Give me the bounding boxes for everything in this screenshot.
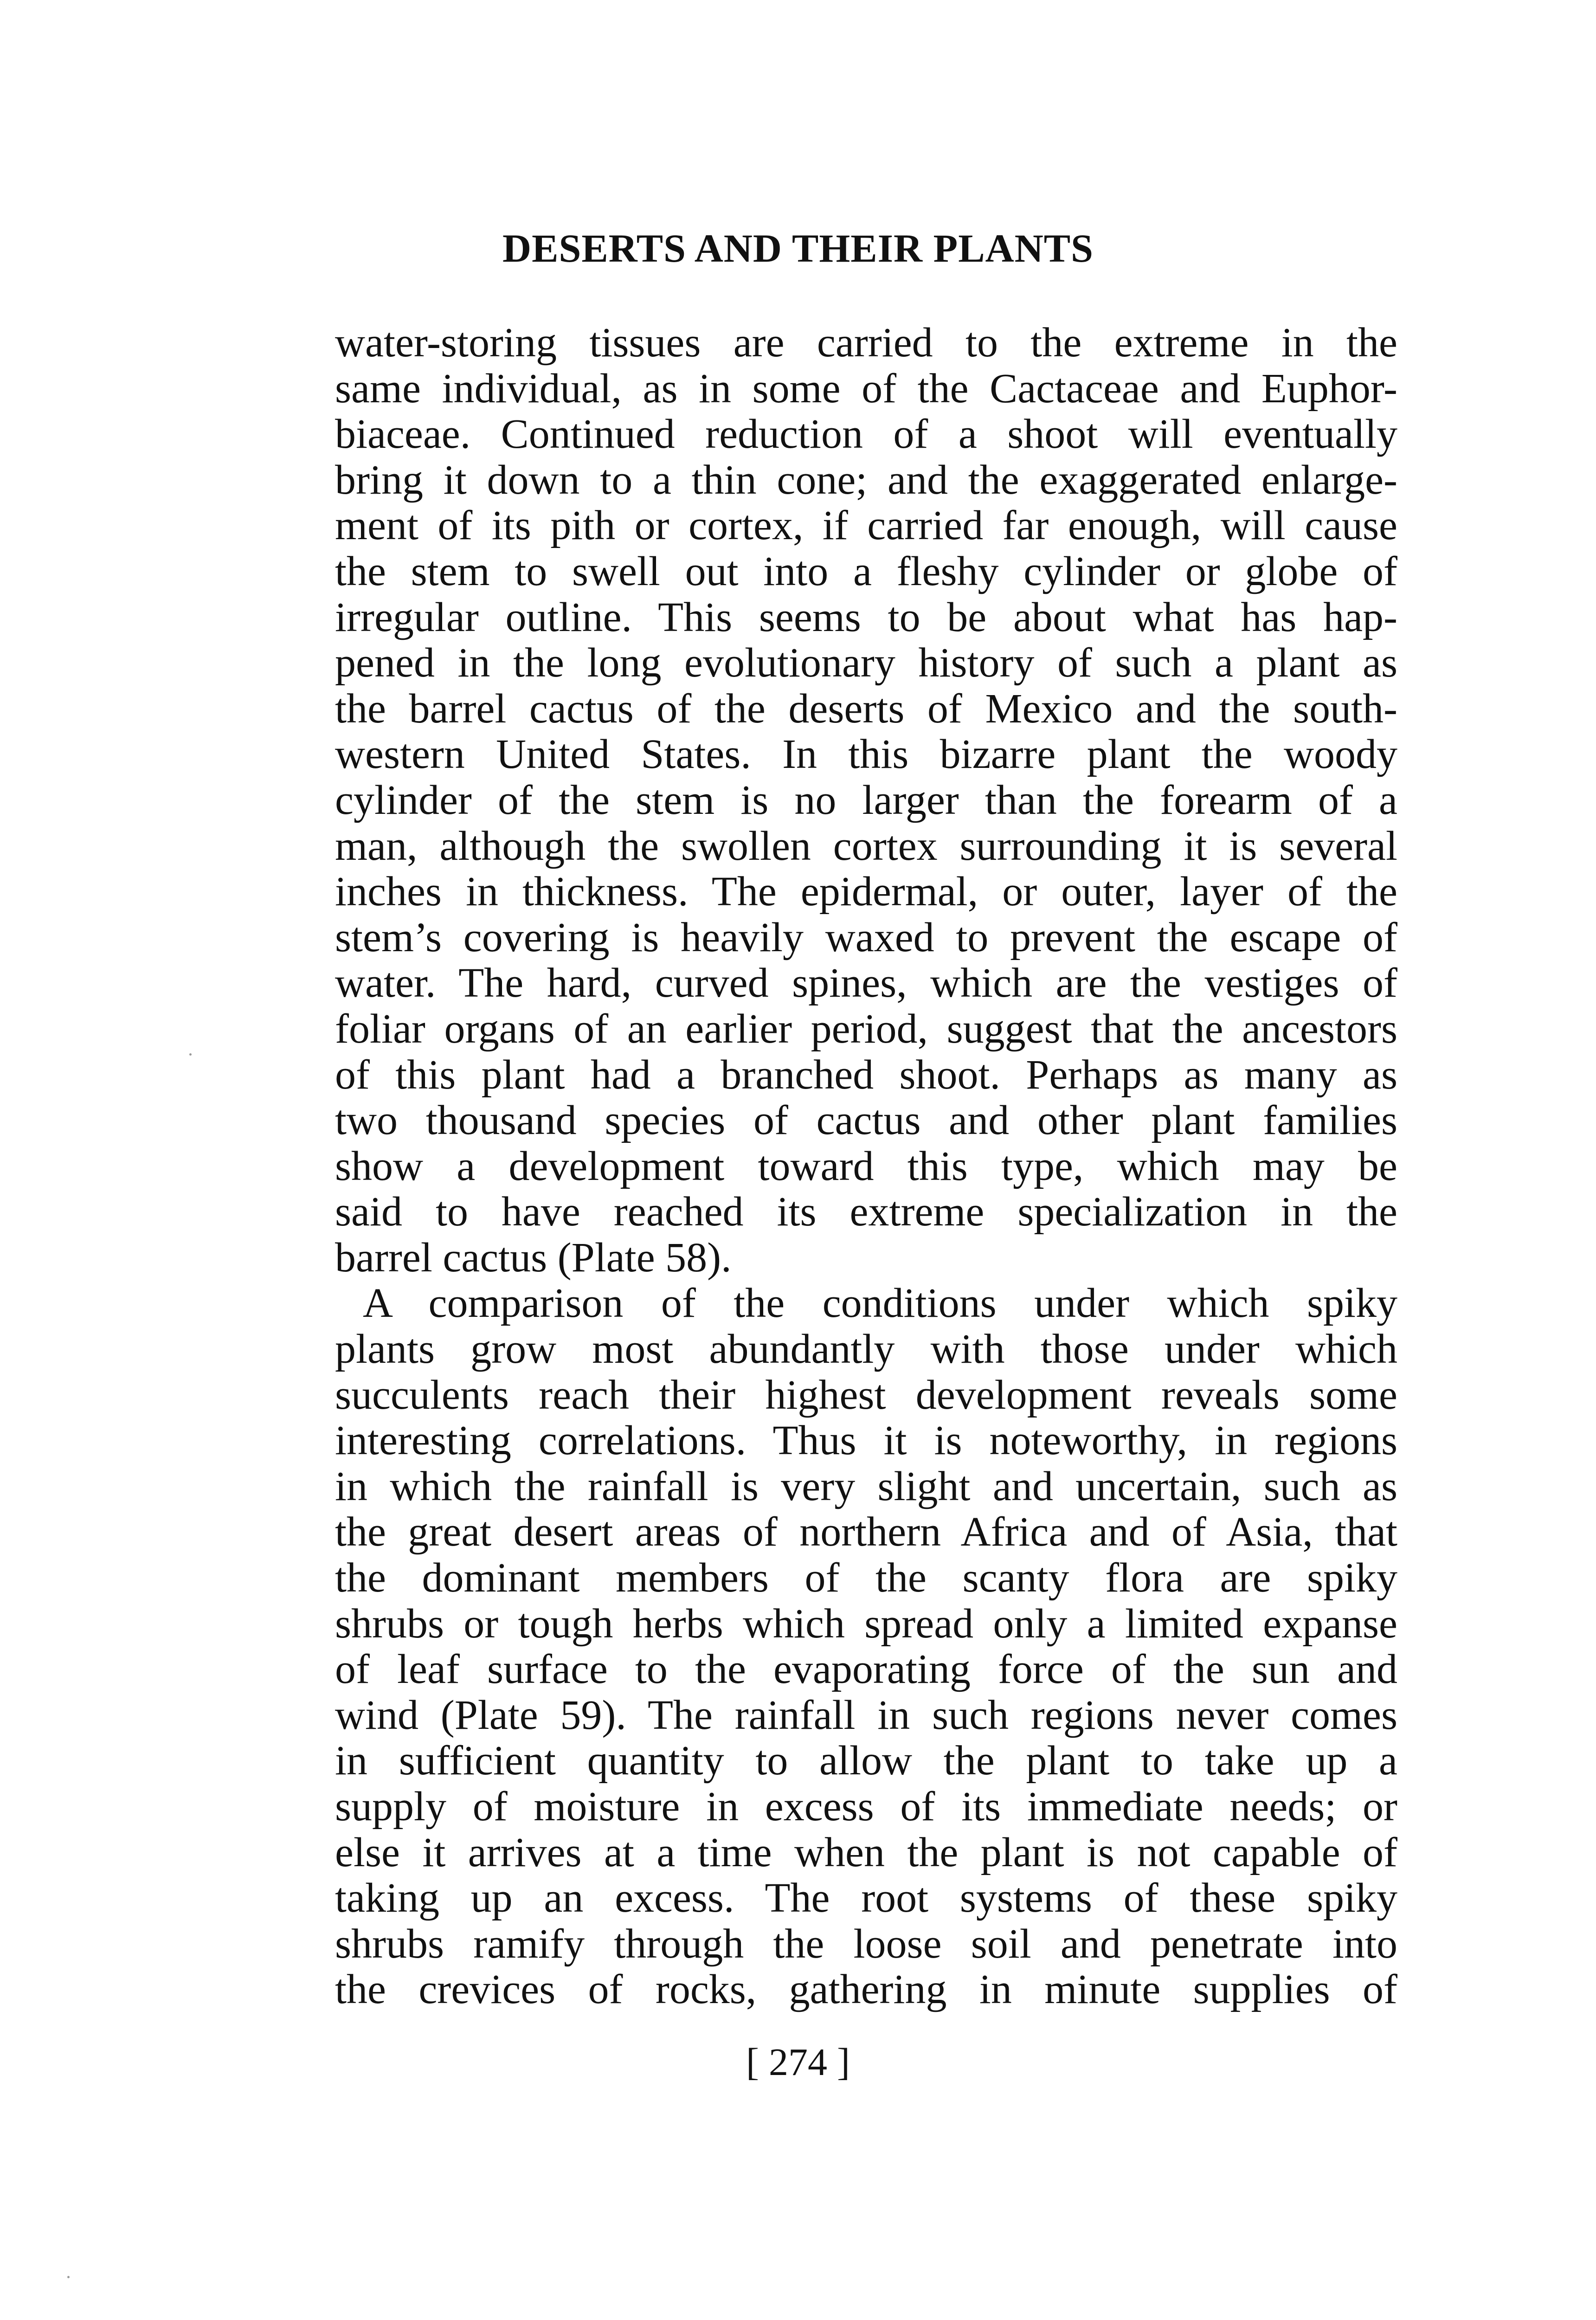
text-line: stem’s covering is heavily waxed to prevent the escape of: [335, 914, 1397, 960]
text-line: biaceae. Continued reduction of a shoot will eventually: [335, 411, 1397, 458]
text-line: the dominant members of the scanty flora are spiky: [335, 1555, 1397, 1601]
text-line: supply of moisture in excess of its immediate needs; or: [335, 1784, 1397, 1830]
scan-speck: [189, 1053, 192, 1056]
page-number: [ 274 ]: [746, 2041, 850, 2084]
text-line: the crevices of rocks, gathering in minute supplies of: [335, 1966, 1397, 2013]
running-head: DESERTS AND THEIR PLANTS: [502, 226, 1094, 271]
text-line: the barrel cactus of the deserts of Mexico and the south-: [335, 685, 1397, 732]
text-line: foliar organs of an earlier period, suggest that the ancestors: [335, 1005, 1397, 1052]
text-line: taking up an excess. The root systems of these spiky: [335, 1875, 1397, 1921]
text-line: show a development toward this type, which may be: [335, 1143, 1397, 1189]
text-line: plants grow most abundantly with those under which: [335, 1326, 1397, 1373]
text-line: the stem to swell out into a fleshy cylinder or globe of: [335, 548, 1397, 594]
text-line: two thousand species of cactus and other plant families: [335, 1097, 1397, 1144]
text-line: interesting correlations. Thus it is noteworthy, in regions: [335, 1418, 1397, 1464]
text-line: in which the rainfall is very slight and uncertain, such as: [335, 1463, 1397, 1509]
scan-speck: [67, 2276, 70, 2278]
text-line: ment of its pith or cortex, if carried far enough, will cause: [335, 503, 1397, 549]
text-line: of leaf surface to the evaporating force of the sun and: [335, 1646, 1397, 1693]
text-line: same individual, as in some of the Cactaceae and Euphor-: [335, 365, 1397, 412]
paragraph-start-line: A comparison of the conditions under which spiky: [363, 1280, 1397, 1327]
text-line: western United States. In this bizarre plant the woody: [335, 731, 1397, 778]
text-line: said to have reached its extreme specialization in the: [335, 1189, 1397, 1235]
text-line: pened in the long evolutionary history of such a plant as: [335, 640, 1397, 686]
text-line: bring it down to a thin cone; and the exaggerated enlarge-: [335, 457, 1397, 503]
text-line: of this plant had a branched shoot. Perhaps as many as: [335, 1051, 1397, 1098]
text-line: man, although the swollen cortex surrounding it is several: [335, 823, 1397, 869]
text-line: succulents reach their highest development reveals some: [335, 1372, 1397, 1418]
paragraph-end-line: barrel cactus (Plate 58).: [335, 1234, 732, 1281]
body-text: [335, 320, 1397, 2013]
text-line: wind (Plate 59). The rainfall in such regions never comes: [335, 1692, 1397, 1738]
text-line: the great desert areas of northern Africa and of Asia, that: [335, 1509, 1397, 1555]
text-line: irregular outline. This seems to be about what has hap-: [335, 594, 1397, 640]
text-line: shrubs or tough herbs which spread only a limited expanse: [335, 1600, 1397, 1647]
text-line: water. The hard, curved spines, which are the vestiges of: [335, 960, 1397, 1006]
text-line: in sufficient quantity to allow the plant to take up a: [335, 1738, 1397, 1784]
text-line: water-storing tissues are carried to the extreme in the: [335, 320, 1397, 366]
text-line: inches in thickness. The epidermal, or outer, layer of the: [335, 869, 1397, 915]
text-line: cylinder of the stem is no larger than the forearm of a: [335, 777, 1397, 823]
text-line: shrubs ramify through the loose soil and penetrate into: [335, 1920, 1397, 1967]
text-line: else it arrives at a time when the plant is not capable of: [335, 1829, 1397, 1875]
